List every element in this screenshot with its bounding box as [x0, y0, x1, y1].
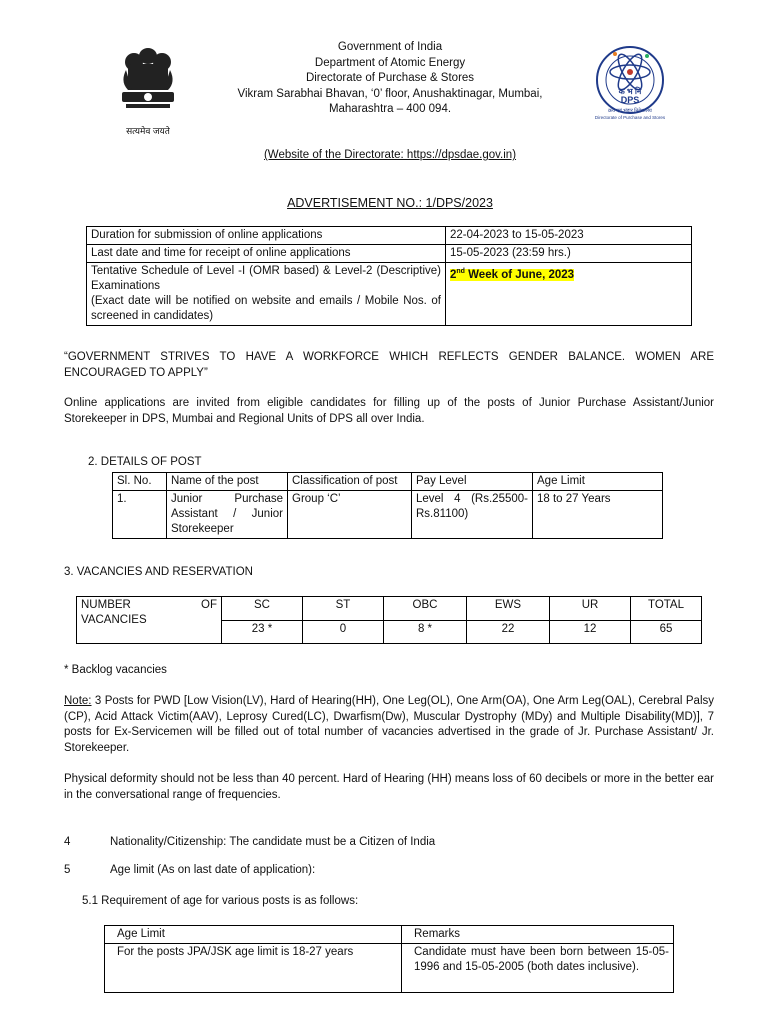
details-cell: Level 4 (Rs.25500-Rs.81100)	[412, 491, 533, 539]
vacancies-row-label: NUMBER OF VACANCIES	[77, 597, 222, 644]
table-row	[113, 491, 663, 539]
section-number: 5	[64, 864, 71, 876]
age-cell: Candidate must have been born between 15-05-1996 and 15-05-2005 (both dates inclusive).	[402, 944, 674, 993]
header-line-4: Vikram Sarabhai Bhavan, ‘0’ floor, Anushaktinagar, Mumbai,	[237, 87, 543, 100]
dps-logo-text: DPS	[620, 95, 640, 105]
schedule-label: Duration for submission of online applications	[87, 227, 446, 245]
details-cell: Group ‘C’	[288, 491, 412, 539]
age-cell: For the posts JPA/JSK age limit is 18-27 years	[105, 944, 402, 993]
details-header: Age Limit	[533, 473, 663, 491]
intro-paragraph: Online applications are invited from eligible candidates for filling up of the posts of Junior Purchase Assistant/Junior Storekeeper in DPS, Mumbai and Regional Units of DPS all over India.	[64, 397, 714, 425]
vacancies-value: 0	[303, 620, 384, 644]
table-row	[105, 944, 674, 993]
subsection-text: 5.1 Requirement of age for various posts is as follows:	[82, 895, 359, 907]
exam-week-text: Week of June, 2023	[464, 268, 575, 281]
schedule-value: 15-05-2023 (23:59 hrs.)	[446, 245, 692, 263]
exam-schedule-value	[446, 263, 692, 326]
vacancies-header: ST	[303, 597, 384, 621]
vacancies-header: UR	[550, 597, 631, 621]
dps-logo-caption-hindi: क्रय एवं भंडार निदेशालय	[608, 108, 652, 114]
website-link[interactable]: (Website of the Directorate: https://dpsdae.gov.in)	[263, 149, 517, 161]
age-table	[104, 925, 674, 993]
exam-week-suffix: nd	[456, 268, 465, 275]
age-header: Remarks	[402, 926, 674, 944]
details-cell: 18 to 27 Years	[533, 491, 663, 539]
header-line-3: Directorate of Purchase & Stores	[305, 72, 475, 84]
vacancies-table	[76, 596, 702, 644]
vacancies-header: EWS	[467, 597, 550, 621]
dps-logo-caption-en: Directorate of Purchase and Stores	[594, 115, 666, 120]
details-heading: 2. DETAILS OF POST	[88, 456, 202, 468]
details-header: Pay Level	[412, 473, 533, 491]
details-header: Classification of post	[288, 473, 412, 491]
vacancies-header: SC	[222, 597, 303, 621]
dps-logo-hindi: क भ नि	[618, 87, 642, 96]
age-header: Age Limit	[105, 926, 402, 944]
header-line-2: Department of Atomic Energy	[314, 56, 466, 69]
table-row	[113, 473, 663, 491]
exam-week-number: 2	[450, 268, 457, 281]
physical-paragraph: Physical deformity should not be less than 40 percent. Hard of Hearing (HH) means loss of 60 decibels or more in the better ear in the conversational range of frequencies.	[64, 773, 714, 801]
vacancies-value: 8 *	[384, 620, 467, 644]
section-text: Nationality/Citizenship: The candidate must be a Citizen of India	[110, 836, 436, 848]
schedule-value: 22-04-2023 to 15-05-2023	[446, 227, 692, 245]
table-row	[87, 227, 692, 245]
details-table	[112, 472, 663, 539]
vacancies-heading: 3. VACANCIES AND RESERVATION	[64, 566, 253, 578]
dps-logo-icon	[589, 42, 671, 124]
details-header: Sl. No.	[113, 473, 167, 491]
schedule-label: Last date and time for receipt of online applications	[87, 245, 446, 263]
note-text: 3 Posts for PWD [Low Vision(LV), Hard of Hearing(HH), One Leg(OL), One Arm(OA), One Arm Leg(OAL), Cerebral Palsy (CP), Acid Attack Victim(AAV), Leprosy Cured(LC), Dwarfism(Dw), Muscular Dystrophy (MDy) and Multiple Disability(MD)], 7 posts for Ex-Servicemen will be filled out of total number of vacancies advertised in the grade of Jr. Purchase Assistant/ Jr. Storekeeper.	[64, 695, 714, 754]
section-text: Age limit (As on last date of application):	[110, 864, 316, 876]
header-line-5: Maharashtra – 400 094.	[328, 103, 452, 115]
table-row	[77, 597, 702, 621]
schedule-table	[86, 226, 692, 326]
note-paragraph	[64, 694, 714, 756]
exam-schedule-label: Tentative Schedule of Level -I (OMR based) & Level-2 (Descriptive) Examinations	[91, 265, 441, 292]
backlog-footnote: * Backlog vacancies	[64, 664, 167, 676]
vacancies-value: 12	[550, 620, 631, 644]
exam-schedule-note: (Exact date will be notified on website and emails / Mobile Nos. of screened in candidates)	[91, 295, 441, 322]
table-row	[105, 926, 674, 944]
note-label: Note:	[64, 695, 92, 707]
vacancies-value: 22	[467, 620, 550, 644]
vacancies-value: 65	[631, 620, 702, 644]
advertisement-number: ADVERTISEMENT NO.: 1/DPS/2023	[287, 196, 493, 210]
vacancies-value: 23 *	[222, 620, 303, 644]
vacancies-header: OBC	[384, 597, 467, 621]
details-cell: Junior Purchase Assistant / Junior Storekeeper	[167, 491, 288, 539]
vacancies-header: TOTAL	[631, 597, 702, 621]
emblem-motto: सत्यमेव जयते	[126, 126, 170, 136]
table-row	[87, 245, 692, 263]
details-cell: 1.	[113, 491, 167, 539]
table-row	[87, 263, 692, 326]
details-header: Name of the post	[167, 473, 288, 491]
section-number: 4	[64, 836, 71, 848]
national-emblem-icon	[108, 42, 188, 138]
header-line-1: Government of India	[337, 41, 443, 53]
gender-statement: “GOVERNMENT STRIVES TO HAVE A WORKFORCE WHICH REFLECTS GENDER BALANCE. WOMEN ARE ENCOURAGED TO APPLY”	[64, 351, 714, 379]
